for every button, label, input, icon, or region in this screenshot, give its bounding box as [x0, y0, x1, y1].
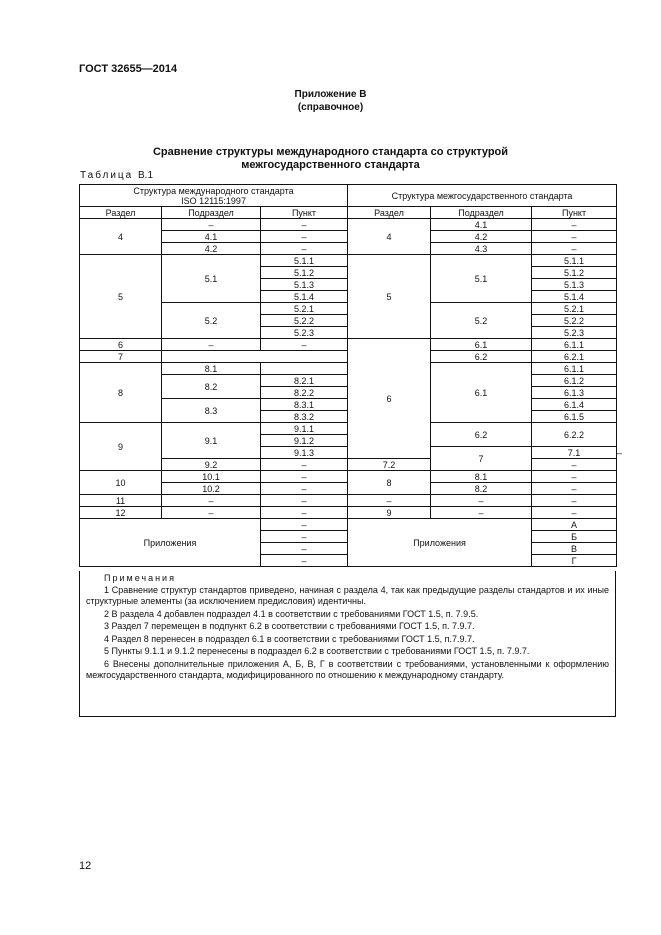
left-item-cell: 8.2.1 [261, 375, 348, 387]
right-item-cell: 6.1.2 [532, 375, 617, 387]
col-header-subsection: Подраздел [162, 207, 261, 219]
left-item-cell [261, 363, 348, 375]
left-section-cell: 6 [80, 339, 162, 351]
right-subsection-cell: 7.1 [532, 447, 617, 459]
left-item-cell: – [261, 459, 348, 471]
left-subsection-cell: 4.2 [162, 243, 261, 255]
left-section-cell: 10 [80, 471, 162, 495]
right-appendices-label: Приложения [348, 519, 532, 567]
left-item-cell: 5.1.2 [261, 267, 348, 279]
left-section-cell: 12 [80, 507, 162, 519]
right-item-cell: 6.2.1 [532, 351, 617, 363]
left-item-cell: 5.2.1 [261, 303, 348, 315]
right-subsection-cell: 4.2 [431, 231, 532, 243]
note-item: 3 Раздел 7 перемещен в подпункт 6.2 в соответствии с требованиями ГОСТ 1.5, п. 7.9.7. [104, 621, 475, 631]
appendix-title: Приложение В [294, 89, 367, 100]
right-section-cell: 7 [431, 447, 532, 471]
left-item-cell: – [261, 543, 348, 555]
left-item-cell: – [261, 555, 348, 567]
col-header-subsection: Подраздел [431, 207, 532, 219]
right-item-cell: – [532, 459, 617, 471]
col-header-section: Раздел [80, 207, 162, 219]
left-section-cell: 5 [80, 255, 162, 339]
note-item: 6 Внесены дополнительные приложения А, Б, В, Г в соответствии с требованиями, установленными к оформлению межгосударственного стандарта, модифицированного по отношению к международному стандарту. [86, 658, 609, 680]
notes-title: Примечания [104, 573, 176, 583]
left-item-cell: – [261, 519, 348, 531]
left-appendices-label: Приложения [80, 519, 261, 567]
header-international-line2: ISO 12115:1997 [181, 195, 246, 206]
left-item-cell: 5.1.1 [261, 255, 348, 267]
left-item-cell: – [261, 531, 348, 543]
standard-number: ГОСТ 32655—2014 [79, 63, 178, 75]
left-subsection-cell: – [162, 507, 261, 519]
document-title-line1: Сравнение структуры международного стандарта со структурой [152, 146, 509, 158]
header-international [80, 185, 348, 207]
left-item-cell: – [261, 243, 348, 255]
left-subsection-cell: 9.1 [162, 423, 261, 459]
col-header-item: Пункт [532, 207, 617, 219]
left-subsection-cell: – [162, 339, 261, 351]
right-item-cell: – [532, 483, 617, 495]
right-item-cell: 6.1.5 [532, 411, 617, 423]
right-section-cell: 4 [348, 219, 431, 255]
page-number: 12 [79, 860, 92, 872]
left-subsection-cell: 5.2 [162, 303, 261, 339]
right-item-cell: 5.1.1 [532, 255, 617, 267]
left-item-cell: 9.1.3 [261, 447, 348, 459]
right-appendix-cell: Г [532, 555, 617, 567]
right-item-cell: – [532, 507, 617, 519]
left-item-cell: – [261, 495, 348, 507]
left-item-cell: 8.3.2 [261, 411, 348, 423]
table-caption [80, 170, 153, 181]
right-subsection-cell: 5.1 [431, 255, 532, 303]
right-subsection-cell: 7.2 [348, 459, 431, 471]
right-appendix-cell: В [532, 543, 617, 555]
right-section-cell: – [348, 495, 431, 507]
appendix-subtitle: (справочное) [297, 102, 364, 113]
right-item-cell: 5.1.4 [532, 291, 617, 303]
left-item-cell: – [261, 231, 348, 243]
left-subsection-cell: 4.1 [162, 231, 261, 243]
left-item-cell: 8.2.2 [261, 387, 348, 399]
right-item-cell: 5.1.3 [532, 279, 617, 291]
right-section-cell: 5 [348, 255, 431, 339]
left-subsection-cell: 9.2 [162, 459, 261, 471]
right-subsection-cell: 4.3 [431, 243, 532, 255]
note-item: 4 Раздел 8 перенесен в подраздел 6.1 в соответствии с требованиями ГОСТ 1.5, п.7.9.7. [104, 633, 475, 644]
left-section-cell: 8 [80, 363, 162, 423]
left-subsection-cell: 8.3 [162, 399, 261, 423]
left-item-cell: 5.2.2 [261, 315, 348, 327]
left-section-cell: 11 [80, 495, 162, 507]
left-subsection-cell: 8.2 [162, 375, 261, 399]
col-header-section: Раздел [348, 207, 431, 219]
left-subsection-cell: 10.2 [162, 483, 261, 495]
right-item-cell: – [532, 219, 617, 231]
left-item-cell: 9.1.2 [261, 435, 348, 447]
right-item-cell: 6.1.4 [532, 399, 617, 411]
left-section-cell: 7 [80, 351, 162, 363]
left-item-cell: – [261, 507, 348, 519]
left-item-cell: 8.3.1 [261, 399, 348, 411]
left-subsection-cell: – [162, 495, 261, 507]
right-subsection-cell: – [431, 507, 532, 519]
right-item-cell: – [532, 243, 617, 255]
left-item-cell: 5.1.4 [261, 291, 348, 303]
right-item-cell: 5.2.1 [532, 303, 617, 315]
right-item-cell: – [532, 231, 617, 243]
right-item-cell: 5.2.2 [532, 315, 617, 327]
right-subsection-cell: 6.2 [431, 351, 532, 363]
right-item-cell: 5.1.2 [532, 267, 617, 279]
right-appendix-cell: А [532, 519, 617, 531]
note-item: 2 В раздела 4 добавлен подраздел 4.1 в соответствии с требованиями ГОСТ 1.5, п. 7.9.5. [104, 608, 479, 619]
note-item: 5 Пункты 9.1.1 и 9.1.2 перенесены в подраздел 6.2 в соответствии с требованиями ГОСТ 1.5, п. 7.9.7. [104, 646, 530, 656]
right-appendix-cell: Б [532, 531, 617, 543]
right-subsection-cell: 8.2 [431, 483, 532, 495]
right-subsection-cell: 6.1 [431, 339, 532, 351]
col-header-item: Пункт [261, 207, 348, 219]
right-item-cell: 6.2.2 [532, 423, 617, 447]
header-interstate: Структура межгосударственного стандарта [348, 185, 617, 207]
left-item-cell: – [261, 339, 348, 351]
right-section-cell: 8 [348, 471, 431, 495]
left-subsection-cell: 8.1 [162, 363, 261, 375]
left-subsection-cell: 5.1 [162, 255, 261, 303]
left-section-cell: 9 [80, 423, 162, 471]
right-subsection-cell: – [431, 495, 532, 507]
left-item-cell: – [261, 471, 348, 483]
left-item-cell: – [261, 219, 348, 231]
right-item-cell: – [532, 495, 617, 507]
table-caption-number: В.1 [138, 170, 154, 181]
left-empty-cell [162, 351, 348, 363]
right-item-cell: 6.1.3 [532, 387, 617, 399]
right-item-cell: – [532, 471, 617, 483]
right-subsection-cell: 8.1 [431, 471, 532, 483]
right-section-cell: 6 [348, 339, 431, 459]
right-subsection-cell: 6.2 [431, 423, 532, 447]
structure-comparison-table: Структура международного стандарта ISO 12115:1997 Структура межгосударственного стандарта Раздел Подраздел Пункт Раздел Подраздел Пункт 4 – – 4 4.1 – 4.1 – 4.2 – 4.2 – 4.3 – 5 5.1 5.1.1 5 5.1 5.1.1 5.1.2 5.1.2 5.1.3 5.1.3 5.1.4 5.1.4 5.2 5.2.1 5.2 5.2.1 5.2.2 5.2.2 5.2.3 5.2.3 6 – – 6 6.1 6.1.1 7 6.2 6.2.1 8 8.1 6.1 6.1.1 8.2 8.2.1 6.1.2 8.2.2 6.1.3 8.3 8.3.1 6.1.4 8.3.2 6.1.5 9 9.1 9.1.1 6.2 6.2.2 9.1.2 9.1.3 7 7.1 – 9.2 – 7.2 – 10 10.1 – 8 8.1 – 10.2 – 8.2 – 11 – – – – – 12 – – 9 – – Приложения – Приложения А – Б – В – Г [79, 184, 617, 567]
left-item-cell: 9.1.1 [261, 423, 348, 435]
right-section-cell: 9 [348, 507, 431, 519]
right-item-cell: 6.1.1 [532, 363, 617, 375]
header-international-line1: Структура международного стандарта [133, 185, 294, 196]
left-subsection-cell: 10.1 [162, 471, 261, 483]
left-item-cell: 5.1.3 [261, 279, 348, 291]
left-subsection-cell: – [162, 219, 261, 231]
right-item-cell: 6.1.1 [532, 339, 617, 351]
table-caption-prefix: Таблица [80, 170, 134, 181]
left-item-cell: 5.2.3 [261, 327, 348, 339]
right-subsection-cell: 6.1 [431, 363, 532, 423]
left-section-cell: 4 [80, 219, 162, 255]
right-subsection-cell: 4.1 [431, 219, 532, 231]
left-item-cell: – [261, 483, 348, 495]
right-subsection-cell: 5.2 [431, 303, 532, 339]
document-title-line2: межгосударственного стандарта [241, 159, 420, 171]
notes-block [79, 571, 616, 717]
right-item-cell: 5.2.3 [532, 327, 617, 339]
note-item: 1 Сравнение структур стандартов приведено, начиная с раздела 4, так как предыдущие разделы стандартов и их иные структурные элементы (за исключением предисловия) идентичны. [86, 585, 609, 606]
